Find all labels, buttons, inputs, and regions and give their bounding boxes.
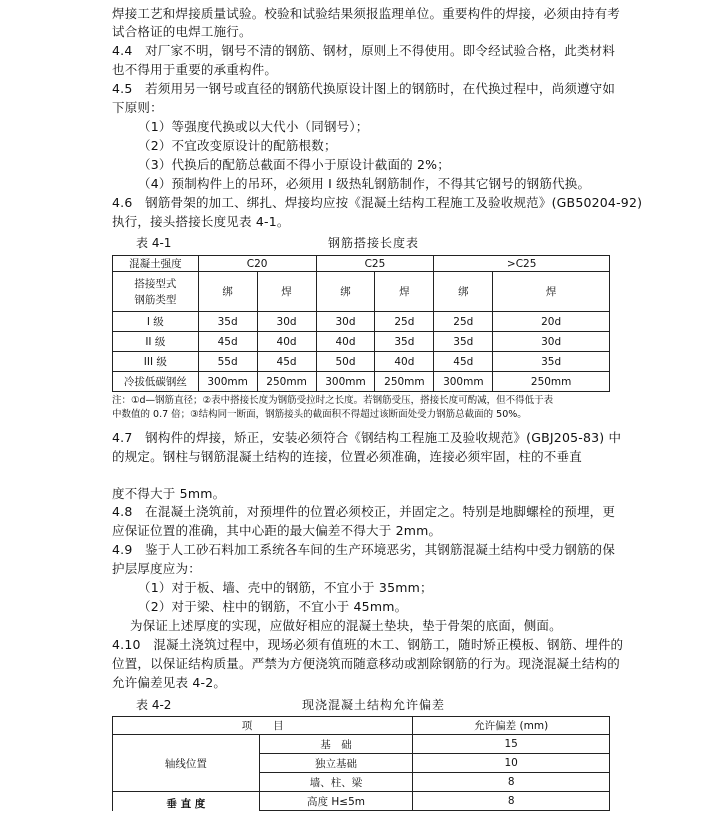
grade-header: C20: [198, 256, 316, 272]
cell: 250mm: [375, 372, 434, 392]
cover-item: （2）对于梁、柱中的钢筋，不宜小于 45mm。: [138, 599, 408, 614]
paragraph-line: 允许偏差见表 4-2。: [112, 675, 227, 690]
cell: 20d: [493, 312, 610, 332]
cell: 15: [413, 735, 610, 754]
cell: 25d: [434, 312, 493, 332]
cell: 40d: [316, 332, 375, 352]
cell: 55d: [198, 352, 257, 372]
joint-type: 焊: [493, 272, 610, 312]
paragraph-line: 4.6 钢筋骨架的加工、绑扎、焊接均应按《混凝土结构工程施工及验收规范》(GB50204-92): [112, 195, 643, 210]
cell: 300mm: [316, 372, 375, 392]
rule-item: （3）代换后的配筋总截面不得小于原设计截面的 2%；: [138, 157, 450, 172]
header-deviation: 允许偏差 (mm): [413, 717, 610, 735]
cell: 45d: [198, 332, 257, 352]
rule-item: （2）不宜改变原设计的配筋根数；: [138, 138, 337, 153]
joint-type: 绑: [434, 272, 493, 312]
paragraph-line: 的规定。钢柱与钢筋混凝土结构的连接，位置必须准确，连接必须牢固，柱的不垂直: [112, 449, 582, 464]
table-note: 中数值的 0.7 倍；③结构同一断面，钢筋接头的截面积不得超过该断面处受力钢筋总截面的 50%。: [112, 409, 527, 420]
cell: 30d: [316, 312, 375, 332]
table-row: [113, 332, 610, 352]
grade-header: C25: [316, 256, 434, 272]
cell: 8: [413, 773, 610, 792]
paragraph-line: 也不得用于重要的承重构件。: [112, 62, 278, 77]
cell: 8: [413, 792, 610, 811]
cell: 25d: [375, 312, 434, 332]
header-bar-type: 钢筋类型: [134, 293, 177, 306]
paragraph-line: 4.4 对厂家不明，钢号不清的钢筋、钢材，原则上不得使用。即令经试验合格，此类材料: [112, 43, 616, 58]
paragraph-line: 焊接工艺和焊接质量试验。校验和试验结果须报监理单位。重要构件的焊接，必须由持有考: [112, 6, 621, 21]
paragraph-line: 护层厚度应为：: [112, 561, 201, 576]
paragraph-line: 4.9 鉴于人工砂石料加工系统各车间的生产环境恶劣，其钢筋混凝土结构中受力钢筋的保: [112, 542, 616, 557]
paragraph-line: 位置，以保证结构质量。严禁为方便浇筑而随意移动或割除钢筋的行为。现浇混凝土结构的: [112, 656, 621, 671]
group-label: 轴线位置: [113, 735, 260, 792]
paragraph-line: 4.5 若须用另一钢号或直径的钢筋代换原设计图上的钢筋时，在代换过程中，尚须遵守如: [112, 81, 616, 96]
header-joint: 搭接型式: [134, 277, 177, 290]
paragraph-line: 下原则：: [112, 100, 163, 115]
sub-item: 墙、柱、梁: [259, 773, 413, 792]
table-row: [113, 312, 610, 332]
table-row: [113, 352, 610, 372]
joint-type: 绑: [198, 272, 257, 312]
cell: 30d: [257, 312, 316, 332]
sub-item: 基 础: [259, 735, 413, 754]
table-row: [113, 372, 610, 392]
header-concrete: 混凝土强度: [113, 256, 199, 272]
paragraph-line: 执行，接头搭接长度见表 4-1。: [112, 214, 290, 229]
header-joint-type: [113, 272, 199, 312]
rule-item: （4）预制构件上的吊环，必须用 I 级热轧钢筋制作，不得其它钢号的钢筋代换。: [138, 176, 591, 191]
cell: 35d: [375, 332, 434, 352]
sub-item: 独立基础: [259, 754, 413, 773]
table-title: 钢筋搭接长度表: [328, 236, 420, 250]
cell: 40d: [257, 332, 316, 352]
sub-item: 高度 H≤5m: [259, 792, 413, 811]
row-label: I 级: [113, 312, 199, 332]
cell: 30d: [493, 332, 610, 352]
group-label: 垂 直 度: [113, 792, 260, 811]
cell: 45d: [257, 352, 316, 372]
header-item: 项 目: [113, 717, 413, 735]
cell: 10: [413, 754, 610, 773]
paragraph-line: 应保证位置的准确，其中心距的最大偏差不得大于 2mm。: [112, 523, 442, 538]
paragraph-line: 4.7 钢构件的焊接，矫正，安装必须符合《钢结构工程施工及验收规范》(GBJ205-83) 中: [112, 430, 622, 445]
table-number: 表 4-1: [136, 236, 172, 250]
table-note: 注：①d—钢筋直径；②表中搭接长度为钢筋受拉时之长度。若钢筋受压，搭接长度可酌减，但不得低于表: [112, 395, 554, 406]
lap-length-table: [112, 255, 610, 392]
row-label: 冷拔低碳钢丝: [113, 372, 199, 392]
rule-item: （1）等强度代换或以大代小（同钢号）；: [138, 119, 369, 134]
cell: 300mm: [434, 372, 493, 392]
cell: 50d: [316, 352, 375, 372]
table-row: [113, 735, 610, 754]
joint-type: 焊: [375, 272, 434, 312]
paragraph-line: 4.8 在混凝土浇筑前，对预埋件的位置必须校正，并固定之。特别是地脚螺栓的预埋，更: [112, 504, 616, 519]
cell: 250mm: [493, 372, 610, 392]
paragraph-line: 度不得大于 5mm。: [112, 486, 226, 501]
paragraph-line: 4.10 混凝土浇筑过程中，现场必须有值班的木工、钢筋工，随时矫正模板、钢筋、埋件的: [112, 637, 624, 652]
table-number: 表 4-2: [136, 698, 172, 712]
cell: 35d: [434, 332, 493, 352]
paragraph-line: 为保证上述厚度的实现，应做好相应的混凝土垫块，垫于骨架的底面，侧面。: [130, 618, 562, 633]
cell: 35d: [493, 352, 610, 372]
cell: 250mm: [257, 372, 316, 392]
joint-type: 焊: [257, 272, 316, 312]
paragraph-line: 试合格证的电焊工施行。: [112, 24, 252, 39]
joint-type: 绑: [316, 272, 375, 312]
grade-header: >C25: [434, 256, 610, 272]
table-row: [113, 792, 610, 811]
row-label: II 级: [113, 332, 199, 352]
cell: 45d: [434, 352, 493, 372]
row-label: III 级: [113, 352, 199, 372]
cell: 40d: [375, 352, 434, 372]
cell: 35d: [198, 312, 257, 332]
table-title: 现浇混凝土结构允许偏差: [302, 698, 446, 712]
deviation-table: [112, 716, 610, 811]
cell: 300mm: [198, 372, 257, 392]
cover-item: （1）对于板、墙、壳中的钢筋，不宜小于 35mm；: [138, 580, 433, 595]
